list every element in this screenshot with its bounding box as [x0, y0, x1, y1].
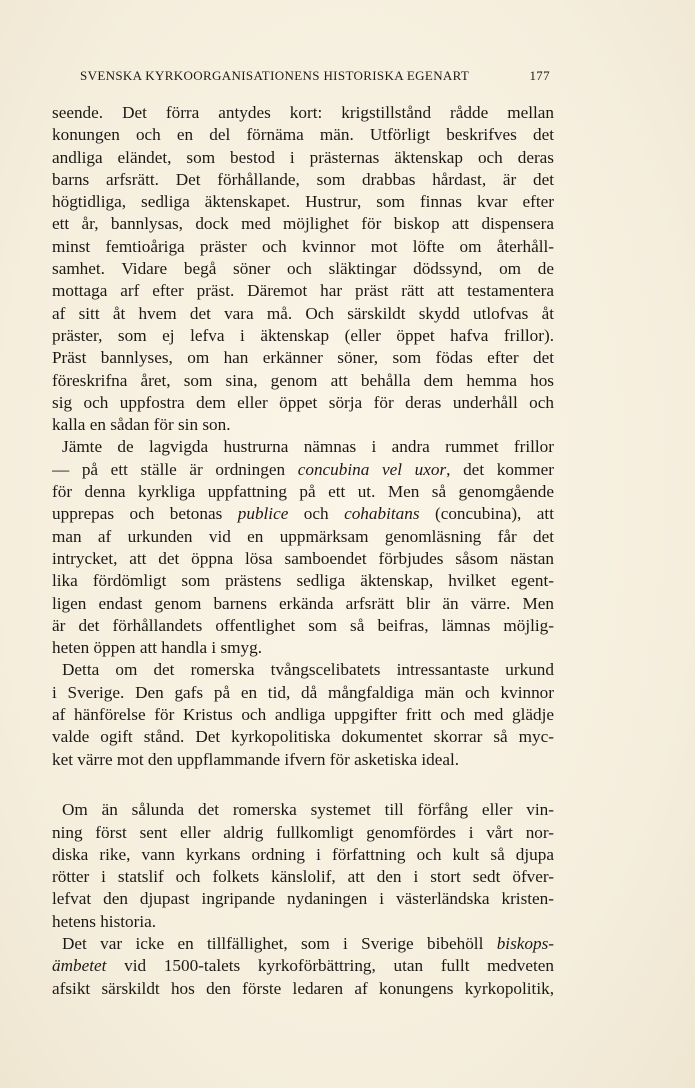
text-line: föreskrifna året, som sina, genom att behålla dem hemma hos: [52, 370, 554, 390]
text-line: sig och uppfostra dem eller öppet sörja för deras underhåll och: [52, 392, 554, 412]
text-line: ket värre mot den uppflammande ifvern för asketiska ideal.: [52, 749, 460, 769]
page-number: 177: [529, 68, 550, 83]
text-line: Detta om det romerska tvångscelibatets intressantaste urkund: [62, 660, 554, 680]
body-text: [52, 102, 554, 1000]
text-line: för denna kyrkliga uppfattning på ett ut. Men så genomgående: [52, 482, 554, 502]
text-line: lika fördömligt som prästens sedliga äktenskap, hvilket egent-: [52, 571, 554, 591]
paragraph: [52, 799, 554, 933]
paragraph: [52, 659, 554, 770]
text-line: ämbetet vid 1500-talets kyrkoförbättring, utan fullt medveten: [52, 956, 554, 976]
text-line: intrycket, att det öppna lösa samboendet förbjudes såsom nästan: [52, 548, 554, 568]
text-line: — på ett ställe är ordningen concubina vel uxor, det kommer: [52, 459, 554, 479]
text-line: Jämte de lagvigda hustrurna nämnas i andra rummet frillor: [62, 437, 554, 457]
running-header: [80, 68, 550, 88]
text-line: af sitt åt hvem det vara må. Och särskildt skydd utlofvas åt: [52, 303, 554, 323]
section-gap: [52, 771, 554, 793]
text-line: mottaga arf efter präst. Däremot har präst rätt att testamentera: [52, 281, 554, 301]
text-line: diska rike, vann kyrkans ordning i författning och kult så djupa: [52, 844, 554, 864]
text-line: präster, som ej lefva i äktenskap (eller öppet hafva frillor).: [52, 325, 554, 345]
text-line: hetens historia.: [52, 911, 157, 931]
text-line: barns arfsrätt. Det förhållande, som drabbas hårdast, är det: [52, 169, 554, 189]
text-line: är det förhållandets offentlighet som så beifras, lämnas möjlig-: [52, 615, 554, 635]
text-line: kalla en sådan för sin son.: [52, 415, 231, 435]
text-line: afsikt särskildt hos den förste ledaren af konungens kyrkopolitik,: [52, 978, 554, 998]
text-line: samhet. Vidare begå söner och släktingar dödssynd, om de: [52, 259, 554, 279]
paragraph: [52, 436, 554, 659]
text-line: upprepas och betonas publice och cohabitans (concubina), att: [52, 504, 554, 524]
text-line: minst femtioåriga präster och kvinnor mot löfte om återhåll-: [52, 236, 554, 256]
text-line: Om än sålunda det romerska systemet till förfång eller vin-: [62, 800, 554, 820]
text-line: högtidliga, sedliga äktenskapet. Hustrur, som finnas kvar efter: [52, 192, 554, 212]
text-line: ning först sent eller aldrig fullkomligt genomfördes i vårt nor-: [52, 822, 554, 842]
text-line: rötter i statslif och folkets känslolif, att den i stort sedt öfver-: [52, 867, 554, 887]
text-line: heten öppen att handla i smyg.: [52, 638, 263, 658]
text-line: konungen och en del förnäma män. Utförligt beskrifves det: [52, 125, 554, 145]
text-line: man af urkunden vid en uppmärksam genomläsning får det: [52, 526, 554, 546]
text-line: af hänförelse för Kristus och andliga uppgifter fritt och med glädje: [52, 705, 554, 725]
text-line: Präst bannlyses, om han erkänner söner, som födas efter det: [52, 348, 554, 368]
paragraph: [52, 933, 554, 1000]
text-line: lefvat den djupast ingripande nydaningen i västerländska kristen-: [52, 889, 554, 909]
text-line: i Sverige. Den gafs på en tid, då mångfaldiga män och kvinnor: [52, 682, 554, 702]
text-line: ligen endast genom barnens erkända arfsrätt blir än värre. Men: [52, 593, 554, 613]
text-line: Det var icke en tillfällighet, som i Sverige bibehöll biskops-: [62, 933, 554, 953]
running-title: SVENSKA KYRKOORGANISATIONENS HISTORISKA EGENART: [80, 68, 470, 83]
text-line: valde ogift stånd. Det kyrkopolitiska dokumentet skorrar så myc-: [52, 727, 554, 747]
text-line: seende. Det förra antydes kort: krigstillstånd rådde mellan: [52, 103, 554, 122]
text-line: ett år, bannlysas, dock med möjlighet för biskop att dispensera: [52, 214, 554, 234]
text-line: andliga eländet, som bestod i prästernas äktenskap och deras: [52, 147, 554, 167]
paragraph: [52, 102, 554, 436]
